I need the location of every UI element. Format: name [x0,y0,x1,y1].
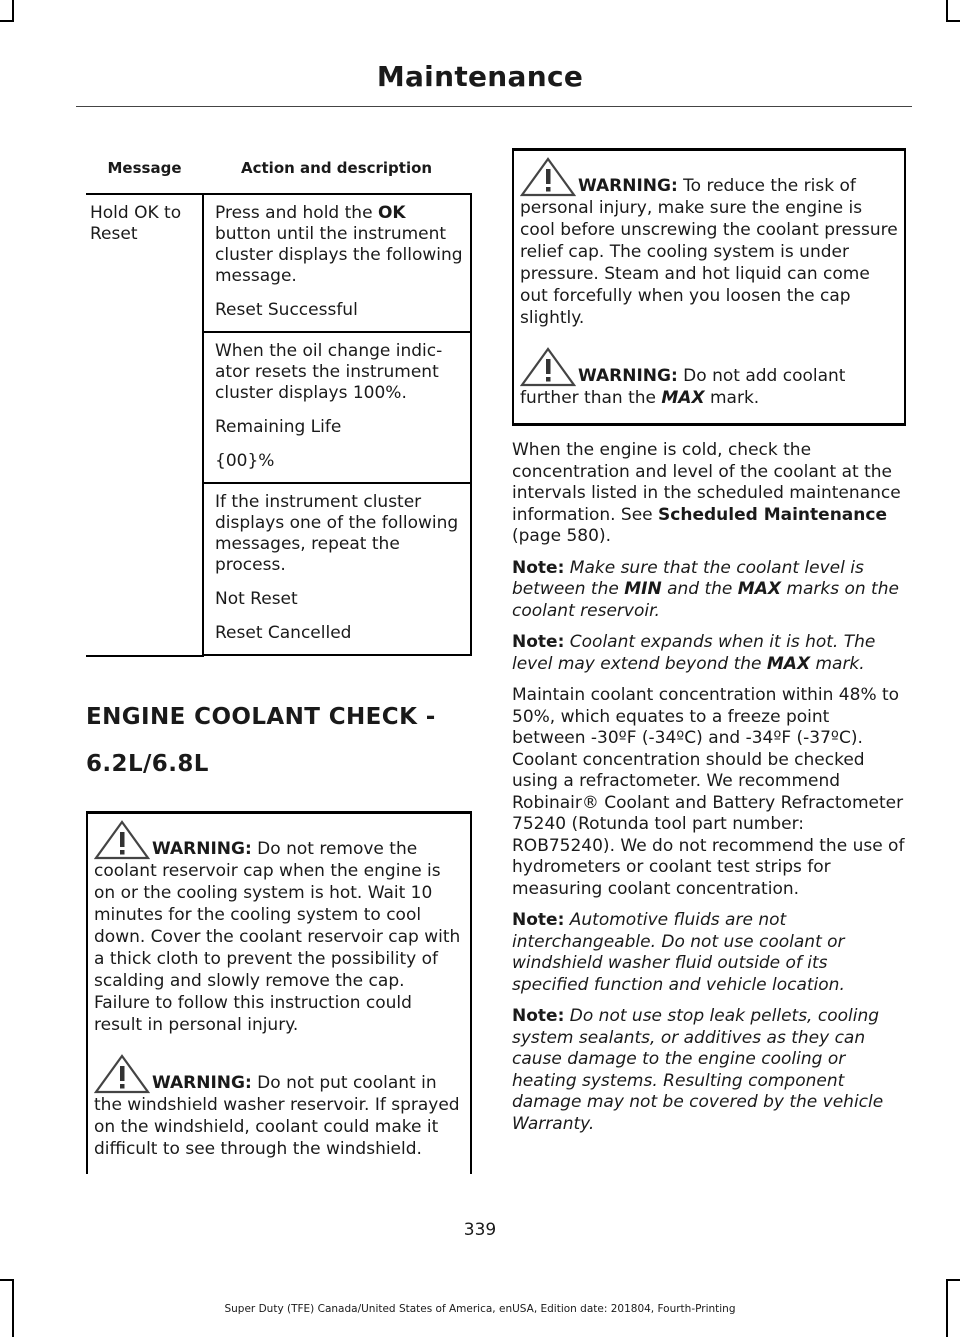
warning-label: WARNING: [152,1073,252,1093]
table-row [86,194,471,656]
left-column [86,148,472,1174]
message-cell: Hold OK to Reset [86,194,203,656]
action-text: When the oil change indic-ator resets the instrument cluster displays 100%. [215,341,443,403]
warning-item [94,1054,464,1160]
note: Note: Do not use stop leak pellets, cooling system sealants, or additives as they can cause damage to the engine cooling or heating systems. Resulting component damage may not be covered by the vehicle Warranty. [512,1006,884,1134]
warning-triangle-icon [520,157,576,197]
note: Note: Coolant expands when it is hot. The level may extend beyond the MAX mark. [512,632,876,674]
warning-triangle-icon [520,347,576,387]
paragraph: When the engine is cold, check the concentration and level of the coolant at the intervals listed in the scheduled maintenance information. See Scheduled Maintenance (page 580). [512,440,901,546]
action-text: Press and hold the OK button until the instrument cluster displays the following message. [215,203,463,286]
right-column [512,148,906,1145]
column-header-action: Action and description [203,148,471,194]
warning-box [512,148,906,426]
warning-triangle-icon [94,1054,150,1094]
header-divider [76,106,912,107]
warning-item [520,157,898,329]
crop-mark [12,0,14,22]
warning-item [94,820,464,1036]
column-header-message: Message [86,148,203,194]
note: Note: Make sure that the coolant level is between the MIN and the MAX marks on the coolant reservoir. [512,557,899,621]
message-table [86,148,472,657]
crop-mark [0,20,14,22]
section-title: ENGINE COOLANT CHECK - 6.2L/6.8L [86,704,436,777]
warning-label: WARNING: [578,176,678,196]
warning-text: Do not remove the coolant reservoir cap when the engine is on or the cooling system is hot. Wait 10 minutes for the cooling system to cool down. Cover the coolant reservoir cap with a thick cloth to prevent the possibility of scalding and slowly remove the cap. Failure to follow this instruction could result in personal injury. [94,839,461,1035]
cluster-message: {00}% [215,451,275,471]
cluster-message: Not Reset [215,589,298,609]
action-block [204,195,470,333]
warning-box [86,811,472,1174]
note: Note: Automotive fluids are not interchangeable. Do not use coolant or windshield washer fluid outside of its specified function and vehicle location. [512,910,845,995]
crop-mark [946,20,960,22]
page-title: Maintenance [376,60,584,93]
warning-triangle-icon [94,820,150,860]
page-number: 339 [463,1220,497,1240]
ok-button-label: OK [377,203,406,223]
action-block [204,484,470,656]
crop-mark [0,1279,14,1281]
cross-reference-link[interactable]: Scheduled Maintenance [658,504,887,525]
action-cell [203,194,471,656]
action-text: If the instrument cluster displays one of the following messages, repeat the process. [215,492,459,575]
warning-text: To reduce the risk of personal injury, make sure the engine is cool before unscrewing the coolant pressure relief cap. The cooling system is under pressure. Steam and hot liquid can come out forcefully when you loosen the cap slightly. [520,176,898,328]
body-text [512,440,906,1135]
warning-label: WARNING: [578,366,678,386]
cluster-message: Remaining Life [215,417,342,437]
crop-mark [946,0,948,22]
cluster-message: Reset Successful [215,300,358,320]
warning-item: WARNING: Do not add coolant further than the MAX mark. [520,347,898,409]
warning-text: Do not put coolant in the windshield washer reservoir. If sprayed on the windshield, coolant could make it difficult to see through the windshield. [94,1073,460,1159]
crop-mark [946,1279,960,1281]
footer-edition: Super Duty (TFE) Canada/United States of America, enUSA, Edition date: 201804, Fourth-Printing [224,1303,736,1315]
cluster-message: Reset Cancelled [215,623,352,643]
action-block [204,333,470,484]
warning-label: WARNING: [152,839,252,859]
paragraph: Maintain coolant concentration within 48% to 50%, which equates to a freeze point between -30ºF (-34ºC) and -34ºF (-37ºC). Coolant concentration should be checked using a refractometer. We recommend Robinair® Coolant and Battery Refractometer 75240 (Rotunda tool part number: ROB75240). We do not recommend the use of hydrometers or coolant test strips for measuring coolant concentration. [512,685,905,899]
